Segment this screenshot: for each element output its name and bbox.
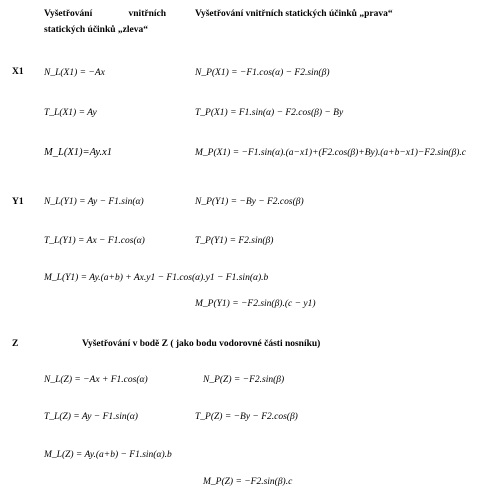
header-left-line2: statických účinků „zleva“ — [44, 25, 148, 35]
formula-y1-np: N_P(Y1) = −By − F2.cos(β) — [195, 197, 304, 207]
section-label-y1: Y1 — [12, 197, 24, 207]
formula-y1-tp: T_P(Y1) = F2.sin(β) — [195, 236, 274, 246]
formula-x1-tp: T_P(X1) = F1.sin(α) − F2.cos(β) − By — [195, 108, 344, 118]
formula-z-mp: M_P(Z) = −F2.sin(β).c — [203, 477, 293, 487]
formula-z-tl: T_L(Z) = Ay − F1.sin(α) — [44, 412, 138, 422]
header-left-word2: vnitřních — [128, 9, 166, 19]
formula-y1-nl: N_L(Y1) = Ay − F1.sin(α) — [44, 197, 144, 207]
formula-z-ml: M_L(Z) = Ay.(a+b) − F1.sin(α).b — [44, 450, 172, 460]
formula-x1-mp: M_P(X1) = −F1.sin(α).(a−x1)+(F2.cos(β)+By).(a+b−x1)−F2.sin(β).c — [195, 148, 466, 158]
formula-y1-tl: T_L(Y1) = Ax − F1.cos(α) — [44, 236, 145, 246]
formula-x1-tl: T_L(X1) = Ay — [44, 108, 97, 118]
formula-z-tp: T_P(Z) = −By − F2.cos(β) — [195, 412, 298, 422]
formula-y1-ml: M_L(Y1) = Ay.(a+b) + Ax.y1 − F1.cos(α).y1 − F1.sin(α).b — [44, 273, 269, 283]
formula-z-nl: N_L(Z) = −Ax + F1.cos(α) — [44, 375, 148, 385]
formula-z-np: N_P(Z) = −F2.sin(β) — [203, 375, 285, 385]
formula-x1-ml: M_L(X1)=Ay.x1 — [44, 147, 113, 158]
section-label-z: Z — [12, 339, 19, 349]
section-label-x1: X1 — [12, 67, 24, 77]
header-right-text: Vyšetřování vnitřních statických účinků „prava“ — [195, 9, 393, 19]
formula-x1-nl: N_L(X1) = −Ax — [44, 68, 105, 78]
header-left-word1: Vyšetřování — [44, 9, 93, 19]
formula-y1-mp: M_P(Y1) = −F2.sin(β).(c − y1) — [195, 299, 316, 309]
header-left — [44, 6, 166, 38]
header-right — [195, 8, 393, 20]
section-heading-z: Vyšetřování v bodě Z ( jako bodu vodorovné části nosníku) — [82, 339, 321, 349]
formula-x1-np: N_P(X1) = −F1.cos(α) − F2.sin(β) — [195, 68, 330, 78]
